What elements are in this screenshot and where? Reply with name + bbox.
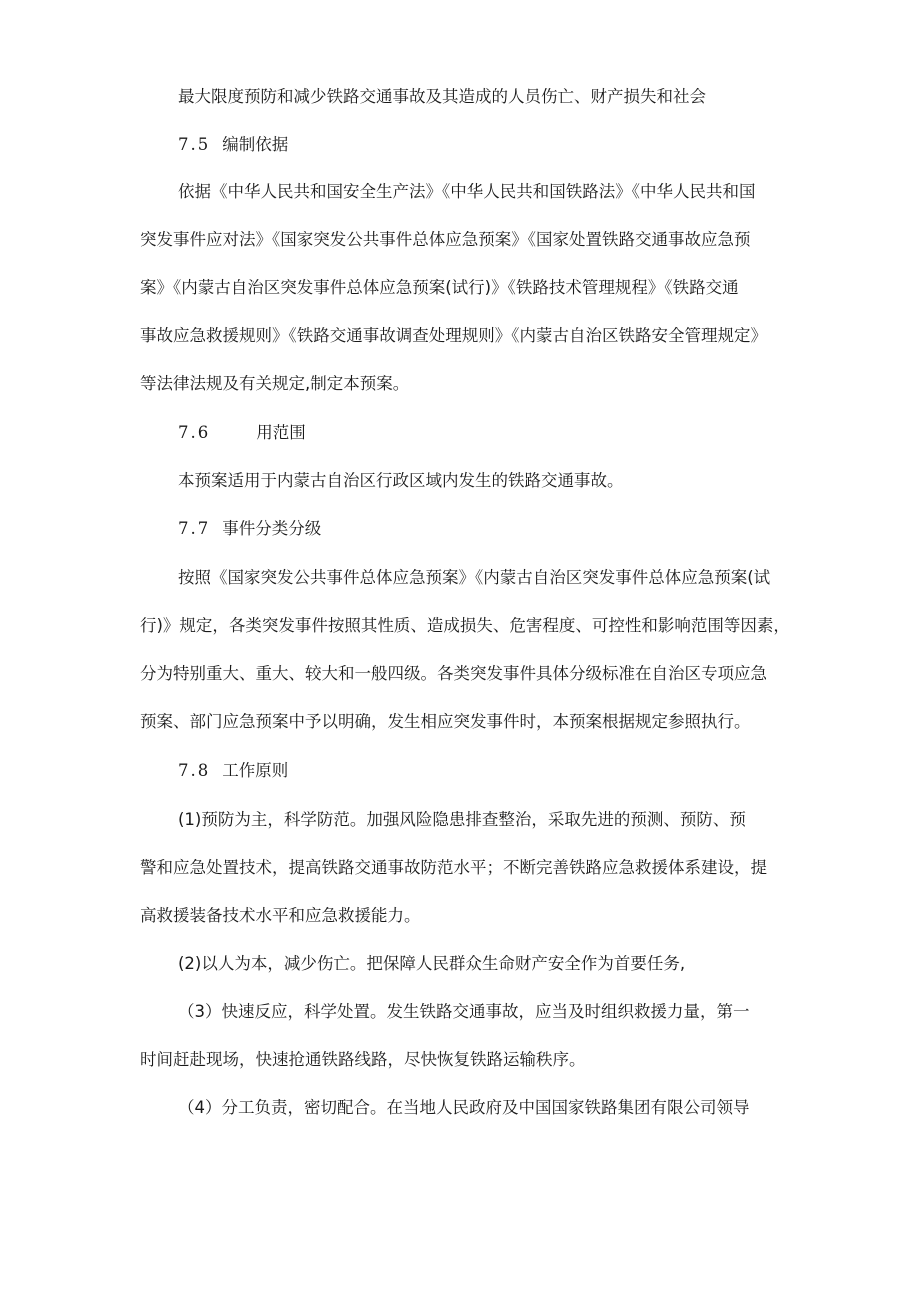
paragraph-line: 按照《国家突发公共事件总体应急预案》《内蒙古自治区突发事件总体应急预案(试 xyxy=(178,568,771,587)
paragraph-line: 分为特别重大、重大、较大和一般四级。各类突发事件具体分级标准在自治区专项应急 xyxy=(140,664,767,683)
section-title: 工作原则 xyxy=(222,761,289,780)
section-number: 7.7 xyxy=(178,519,211,538)
paragraph-line: 案》《内蒙古自治区突发事件总体应急预案(试行)》《铁路技术管理规程》《铁路交通 xyxy=(140,278,739,297)
section-number: 7.6 xyxy=(178,423,211,442)
paragraph-line: 时间赶赴现场，快速抢通铁路线路，尽快恢复铁路运输秩序。 xyxy=(140,1050,586,1069)
section-number: 7.5 xyxy=(178,135,211,154)
paragraph-line: （3）快速反应，科学处置。发生铁路交通事故，应当及时组织救援力量，第一 xyxy=(178,1002,750,1021)
section-title: 编制依据 xyxy=(222,135,289,154)
paragraph-line: 高救援装备技术水平和应急救援能力。 xyxy=(140,906,421,925)
paragraph-line: 突发事件应对法》《国家突发公共事件总体应急预案》《国家处置铁路交通事故应急预 xyxy=(140,230,751,249)
paragraph-line: 依据《中华人民共和国安全生产法》《中华人民共和国铁路法》《中华人民共和国 xyxy=(178,182,756,201)
section-heading-7-8 xyxy=(178,759,288,783)
section-heading-7-6 xyxy=(178,421,306,445)
paragraph-line: （4）分工负责，密切配合。在当地人民政府及中国国家铁路集团有限公司领导 xyxy=(178,1098,750,1117)
paragraph-line: (1)预防为主，科学防范。加强风险隐患排查整治，采取先进的预测、预防、预 xyxy=(178,810,746,829)
paragraph-line: 事故应急救援规则》《铁路交通事故调查处理规则》《内蒙古自治区铁路安全管理规定》 xyxy=(140,326,767,345)
paragraph-line: 等法律法规及有关规定,制定本预案。 xyxy=(140,374,410,393)
paragraph-line: 预案、部门应急预案中予以明确，发生相应突发事件时，本预案根据规定参照执行。 xyxy=(140,712,751,731)
section-title: 用范围 xyxy=(256,423,306,442)
intro-line: 最大限度预防和减少铁路交通事故及其造成的人员伤亡、财产损失和社会 xyxy=(178,87,706,106)
paragraph-line: 本预案适用于内蒙古自治区行政区域内发生的铁路交通事故。 xyxy=(178,471,624,490)
section-heading-7-7 xyxy=(178,517,321,541)
section-heading-7-5 xyxy=(178,133,288,157)
paragraph-line: 行)》规定，各类突发事件按照其性质、造成损失、危害程度、可控性和影响范围等因素， xyxy=(140,616,790,635)
section-number: 7.8 xyxy=(178,761,211,780)
paragraph-line: 警和应急处置技术，提高铁路交通事故防范水平；不断完善铁路应急救援体系建设，提 xyxy=(140,858,767,877)
paragraph-line: (2)以人为本，减少伤亡。把保障人民群众生命财产安全作为首要任务, xyxy=(178,954,686,973)
section-title: 事件分类分级 xyxy=(222,519,322,538)
